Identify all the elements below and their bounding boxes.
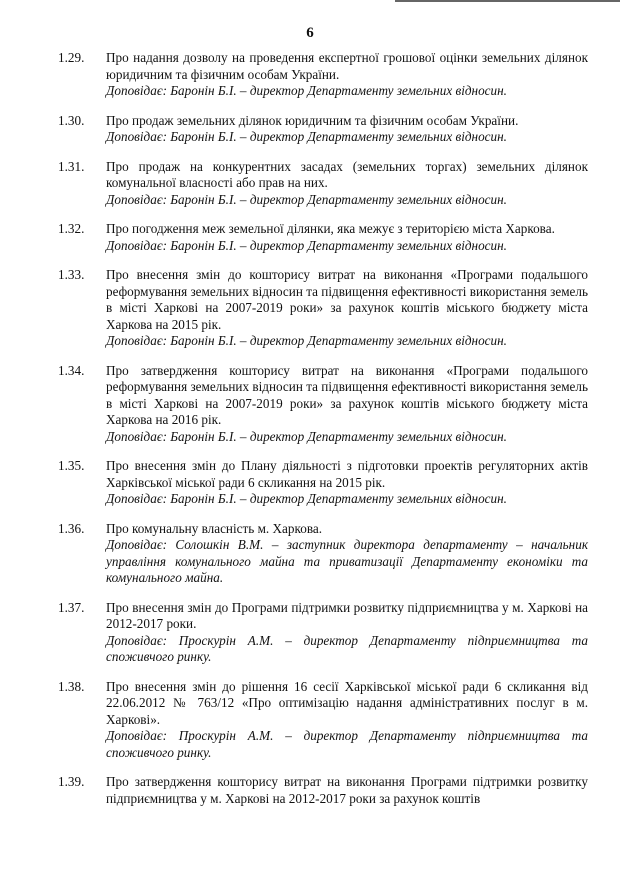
agenda-item-speaker: Доповідає: Проскурін А.М. – директор Департаменту підприємництва та споживчого ринку. <box>106 632 588 664</box>
agenda-item <box>58 458 588 508</box>
agenda-item-body <box>106 458 588 508</box>
agenda-list <box>58 50 588 820</box>
agenda-item <box>58 774 588 807</box>
agenda-item-speaker: Доповідає: Баронін Б.І. – директор Департаменту земельних відносин. <box>106 237 507 253</box>
agenda-item-title: Про внесення змін до рішення 16 сесії Харківської міської ради 6 скликання від 22.06.2012 № 763/12 «Про оптимізацію надання адміністративних послуг в м. Харкові». <box>106 678 588 727</box>
agenda-item <box>58 600 588 666</box>
agenda-item <box>58 679 588 762</box>
agenda-item <box>58 113 588 146</box>
top-edge-rule <box>395 0 620 2</box>
agenda-item-number: 1.29. <box>58 50 85 65</box>
agenda-item-title: Про погодження меж земельної ділянки, яка межує з територією міста Харкова. <box>106 221 555 236</box>
agenda-item-title: Про внесення змін до кошторису витрат на виконання «Програми подальшого реформування земельних відносин та підвищення ефективності використання земель в місті Харкові на 2007-2019 роки» за рахунок коштів міського бюджету міста Харкова на 2015 рік. <box>106 267 588 332</box>
agenda-item-body <box>106 50 588 100</box>
agenda-item-number: 1.30. <box>58 112 85 128</box>
agenda-item-title: Про надання дозволу на проведення експертної грошової оцінки земельних ділянок юридичним та фізичним особам України. <box>106 50 588 82</box>
agenda-item-title: Про внесення змін до Програми підтримки розвитку підприємництва у м. Харкові на 2012-2017 роки. <box>106 599 588 631</box>
agenda-item-body <box>106 363 588 446</box>
page-number: 6 <box>306 25 314 41</box>
agenda-item-speaker: Доповідає: Баронін Б.І. – директор Департаменту земельних відносин. <box>106 191 507 207</box>
agenda-item-speaker: Доповідає: Баронін Б.І. – директор Департаменту земельних відносин. <box>106 129 507 144</box>
agenda-item-title: Про внесення змін до Плану діяльності з підготовки проектів регуляторних актів Харківської міської ради 6 скликання на 2015 рік. <box>106 458 588 490</box>
agenda-item-title: Про продаж земельних ділянок юридичним та фізичним особам України. <box>106 112 519 128</box>
agenda-item-body <box>106 774 588 807</box>
agenda-item-speaker: Доповідає: Баронін Б.І. – директор Департаменту земельних відносин. <box>106 333 507 348</box>
agenda-item-body <box>106 521 588 587</box>
agenda-item-title: Про затвердження кошторису витрат на виконання Програми підтримки розвитку підприємництва у м. Харкові на 2012-2017 роки за рахунок коштів <box>106 774 588 806</box>
agenda-item-body <box>106 267 588 350</box>
agenda-item <box>58 221 588 254</box>
agenda-item-number: 1.35. <box>58 458 85 473</box>
agenda-item-title: Про комунальну власність м. Харкова. <box>106 520 323 536</box>
agenda-item-speaker: Доповідає: Баронін Б.І. – директор Департаменту земельних відносин. <box>106 491 507 506</box>
agenda-item-number: 1.36. <box>58 520 85 536</box>
agenda-item-number: 1.32. <box>58 221 85 236</box>
agenda-item-body <box>106 159 588 209</box>
agenda-item <box>58 159 588 209</box>
agenda-item-body <box>106 221 588 254</box>
agenda-item <box>58 363 588 446</box>
agenda-item-title: Про затвердження кошторису витрат на виконання «Програми подальшого реформування земельних відносин та підвищення ефективності використання земель в місті Харкові на 2007-2019 роки» за рахунок коштів міського бюджету міста Харкова на 2016 рік. <box>106 362 588 427</box>
agenda-item-title: Про продаж на конкурентних засадах (земельних торгах) земельних ділянок комунальної власності або прав на них. <box>106 158 588 190</box>
agenda-item-body <box>106 600 588 666</box>
agenda-item <box>58 521 588 587</box>
agenda-item-speaker: Доповідає: Проскурін А.М. – директор Департаменту підприємництва та споживчого ринку. <box>106 728 588 760</box>
agenda-item-number: 1.31. <box>58 158 85 174</box>
agenda-item-body <box>106 113 588 146</box>
agenda-item-number: 1.34. <box>58 362 85 378</box>
agenda-item-body <box>106 679 588 762</box>
agenda-item-speaker: Доповідає: Баронін Б.І. – директор Департаменту земельних відносин. <box>106 428 507 444</box>
agenda-item-number: 1.38. <box>58 678 85 694</box>
agenda-item-number: 1.33. <box>58 267 85 282</box>
agenda-item <box>58 50 588 100</box>
agenda-item-speaker: Доповідає: Баронін Б.І. – директор Департаменту земельних відносин. <box>106 83 507 98</box>
agenda-item-number: 1.39. <box>58 774 85 789</box>
agenda-item <box>58 267 588 350</box>
agenda-item-number: 1.37. <box>58 599 85 615</box>
agenda-item-speaker: Доповідає: Солошкін В.М. – заступник директора департаменту – начальник управління комунального майна та приватизації Департаменту економіки та комунального майна. <box>106 537 588 585</box>
